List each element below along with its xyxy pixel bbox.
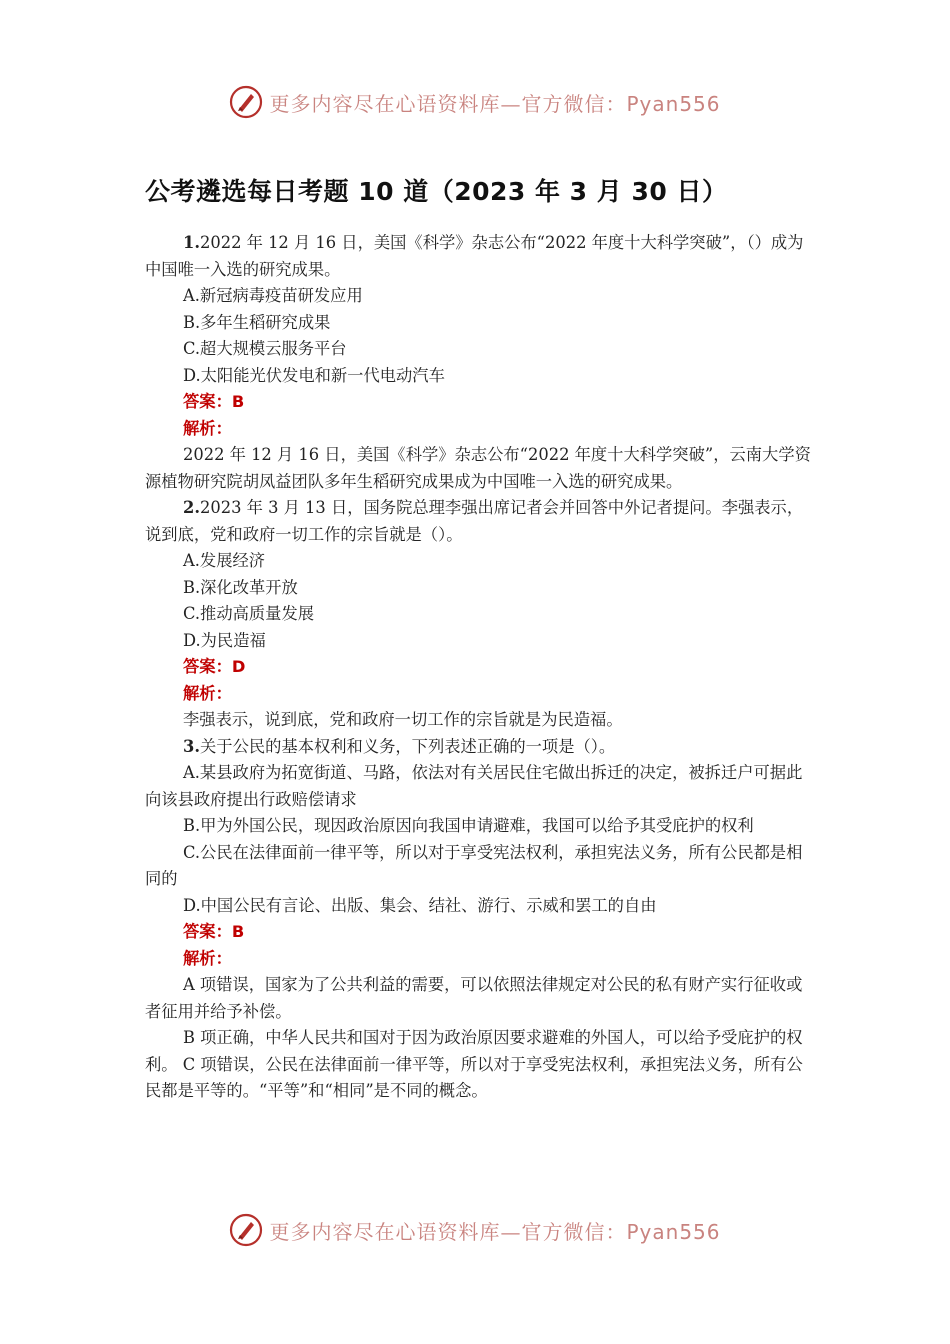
question-stem <box>145 495 815 548</box>
question-option: B.深化改革开放 <box>183 577 298 597</box>
answer-label: 答案：B <box>183 922 245 941</box>
question-option: D.太阳能光伏发电和新一代电动汽车 <box>183 365 445 385</box>
header-banner <box>0 80 950 124</box>
analysis-text: B 项正确，中华人民共和国对于因为政治原因要求避难的外国人，可以给予受庇护的权利。 C 项错误，公民在法律面前一律平等，所以对于享受宪法权利，承担宪法义务，所有公民都是平等的。“平等”和“相同”是不同的概念。 <box>145 1028 803 1100</box>
analysis-label: 解析： <box>183 418 232 438</box>
question-option: C.公民在法律面前一律平等，所以对于享受宪法权利，承担宪法义务，所有公民都是相同的 <box>145 842 803 888</box>
banner-text: 更多内容尽在心语资料库—官方微信：Pyan556 <box>269 91 721 116</box>
question-option: A.发展经济 <box>183 551 266 570</box>
analysis-text: 2022 年 12 月 16 日，美国《科学》杂志公布“2022 年度十大科学突破”，云南大学资源植物研究院胡凤益团队多年生稻研究成果成为中国唯一入选的研究成果。 <box>145 445 811 491</box>
document-body <box>145 172 815 1105</box>
answer-label: 答案：B <box>183 392 245 411</box>
pen-logo-icon <box>229 85 263 119</box>
question-option: A.新冠病毒疫苗研发应用 <box>183 286 363 305</box>
question-list <box>145 230 815 1105</box>
footer-banner <box>0 1208 950 1252</box>
question-option: C.推动高质量发展 <box>183 604 315 623</box>
analysis-text: A 项错误，国家为了公共利益的需要，可以依照法律规定对公民的私有财产实行征收或者征用并给予补偿。 <box>145 975 803 1021</box>
question-option: D.为民造福 <box>183 630 266 650</box>
question-stem <box>145 734 815 761</box>
question-number: 3. <box>183 736 200 756</box>
question-number: 2. <box>183 498 200 517</box>
pen-logo-icon <box>229 1213 263 1247</box>
question-option: D.中国公民有言论、出版、集会、结社、游行、示威和罢工的自由 <box>183 895 657 915</box>
answer-label: 答案：D <box>183 657 246 676</box>
analysis-text: 李强表示，说到底，党和政府一切工作的宗旨就是为民造福。 <box>183 710 623 729</box>
analysis-label: 解析： <box>183 683 232 703</box>
question-stem <box>145 230 815 283</box>
question-text: 2023 年 3 月 13 日，国务院总理李强出席记者会并回答中外记者提问。李强表示，说到底，党和政府一切工作的宗旨就是（）。 <box>145 498 804 544</box>
question-option: A.某县政府为拓宽街道、马路，依法对有关居民住宅做出拆迁的决定，被拆迁户可据此向该县政府提出行政赔偿请求 <box>145 763 803 809</box>
banner-text: 更多内容尽在心语资料库—官方微信：Pyan556 <box>269 1219 721 1244</box>
question-option: B.多年生稻研究成果 <box>183 312 331 332</box>
question-text: 关于公民的基本权利和义务，下列表述正确的一项是（）。 <box>200 736 616 756</box>
page-title: 公考遴选每日考题 10 道（2023 年 3 月 30 日） <box>145 177 728 206</box>
analysis-label: 解析： <box>183 948 232 968</box>
question-number: 1. <box>183 233 200 252</box>
question-option: B.甲为外国公民，现因政治原因向我国申请避难，我国可以给予其受庇护的权利 <box>183 816 754 835</box>
question-option: C.超大规模云服务平台 <box>183 339 347 358</box>
question-text: 2022 年 12 月 16 日，美国《科学》杂志公布“2022 年度十大科学突破”，（）成为中国唯一入选的研究成果。 <box>145 233 804 279</box>
